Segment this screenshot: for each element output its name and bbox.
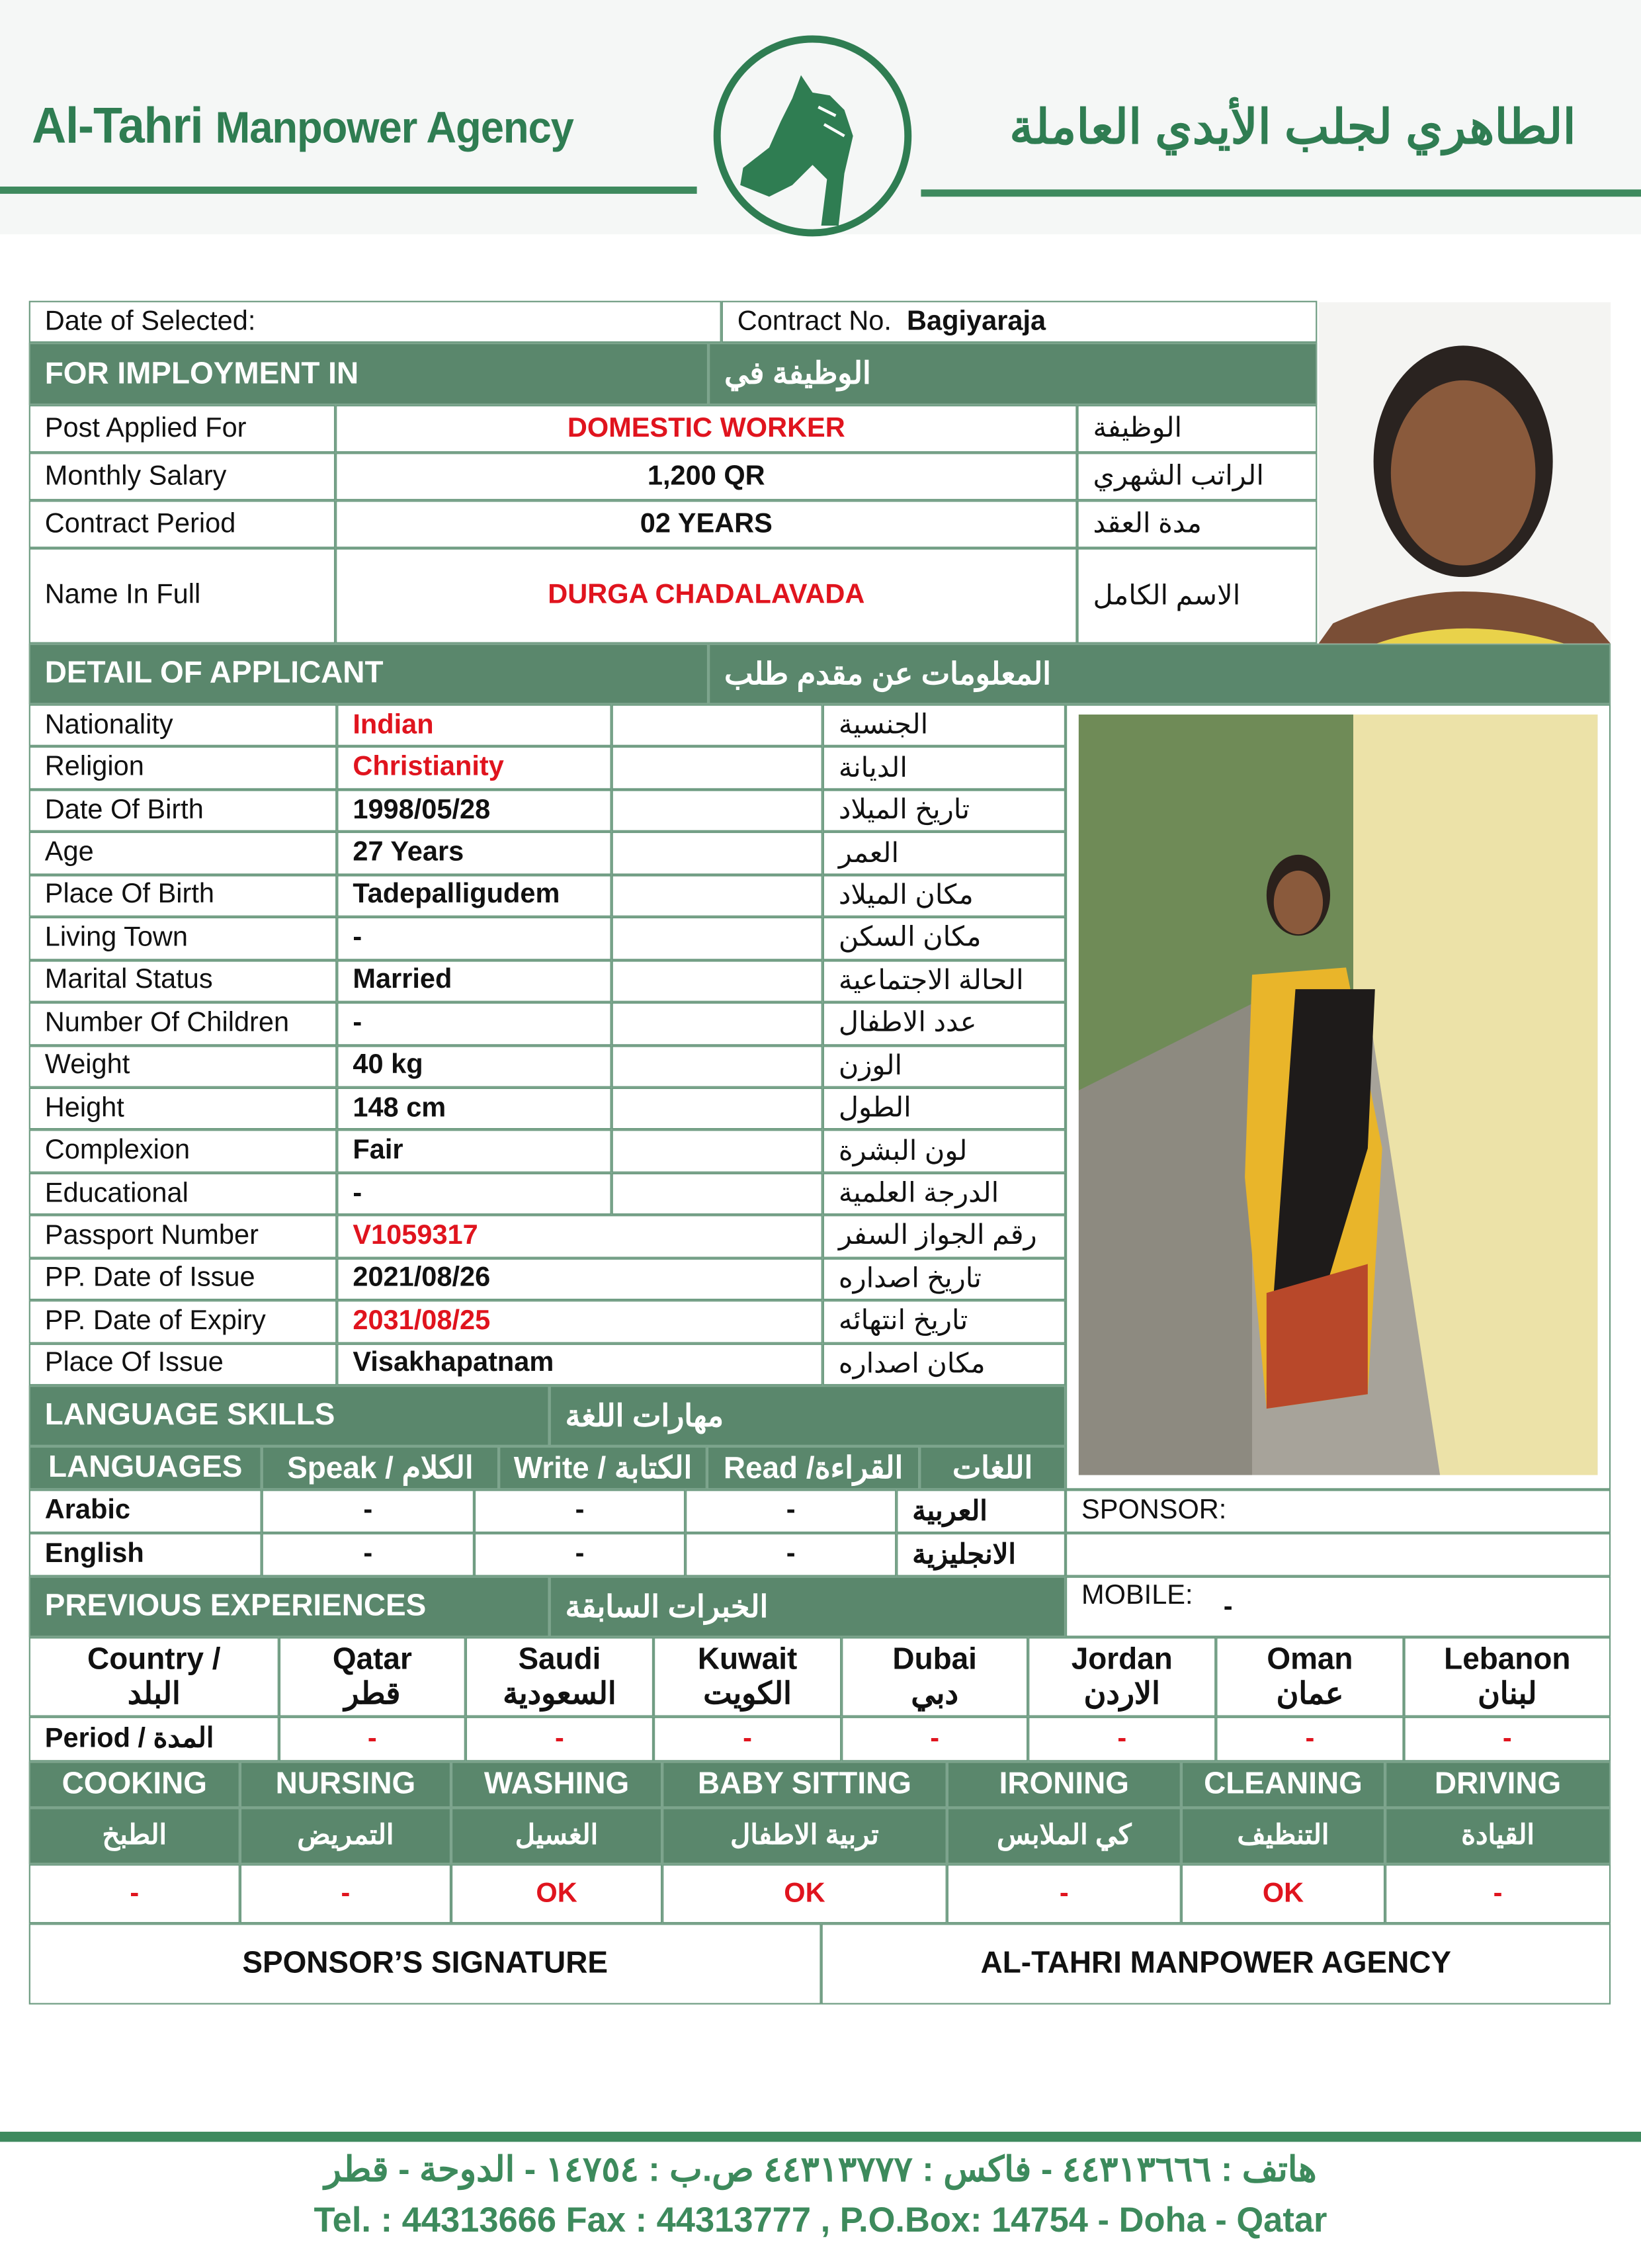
- detail-value: 27 Years: [337, 832, 611, 875]
- employment-value: DOMESTIC WORKER: [335, 405, 1077, 453]
- header-rule-left: [0, 187, 697, 194]
- detail-label-ar: الطول: [823, 1088, 1066, 1130]
- header-rule-right: [921, 189, 1641, 196]
- language-speak-cell: -: [262, 1533, 474, 1577]
- language-name-cell: Arabic: [29, 1489, 262, 1533]
- footer-rule: [0, 2132, 1641, 2142]
- detail-value: Married: [337, 960, 611, 1002]
- detail-label-ar: الجنسية: [823, 705, 1066, 747]
- detail-blank-cell: [612, 832, 823, 875]
- mobile-field: [1066, 1577, 1611, 1637]
- detail-blank-cell: [612, 1002, 823, 1045]
- detail-value: Fair: [337, 1130, 611, 1172]
- detail-value: -: [337, 1002, 611, 1045]
- skill-header-ar: التمريض: [240, 1808, 451, 1864]
- skill-header-ar: التنظيف: [1181, 1808, 1385, 1864]
- contract-value: Bagiyaraja: [907, 306, 1046, 337]
- country-column: [1028, 1637, 1216, 1716]
- detail-label: Weight: [29, 1045, 337, 1087]
- label-en: Jordan: [1071, 1643, 1173, 1677]
- detail-label: Age: [29, 832, 337, 875]
- detail-label-ar: العمر: [823, 832, 1066, 875]
- employment-section-header-ar: الوظيفة في: [708, 343, 1317, 405]
- language-read-cell: -: [685, 1489, 896, 1533]
- contract-label: Contract No.: [737, 306, 892, 337]
- skill-header-ar: الطبخ: [29, 1808, 240, 1864]
- period-value: -: [1028, 1717, 1216, 1762]
- label-ar: البلد: [127, 1677, 181, 1710]
- detail-blank-cell: [612, 875, 823, 917]
- detail-blank-cell: [612, 1130, 823, 1172]
- employment-label: Post Applied For: [29, 405, 335, 453]
- detail-label: Educational: [29, 1172, 337, 1215]
- portrait-image: [1319, 302, 1611, 644]
- skill-header: BABY SITTING: [662, 1761, 947, 1808]
- experience-section-header: PREVIOUS EXPERIENCES: [29, 1577, 550, 1637]
- mobile-label: MOBILE:: [1081, 1581, 1193, 1612]
- full-body-image: [1079, 715, 1598, 1475]
- period-value: -: [466, 1717, 653, 1762]
- agency-signature-box: AL-TAHRI MANPOWER AGENCY: [821, 1923, 1611, 2004]
- country-column: [1404, 1637, 1611, 1716]
- period-value: -: [279, 1717, 466, 1762]
- skill-header-ar: القيادة: [1385, 1808, 1611, 1864]
- language-column-header: Read /القراءة: [707, 1446, 919, 1490]
- detail-label-ar: عدد الاطفال: [823, 1002, 1066, 1045]
- skill-header-ar: الغسيل: [451, 1808, 662, 1864]
- applicant-portrait-photo: [1319, 302, 1611, 644]
- detail-blank-cell: [612, 1045, 823, 1087]
- label-ar: عمان: [1276, 1677, 1344, 1710]
- country-column: [653, 1637, 841, 1716]
- label-en: Dubai: [892, 1643, 977, 1677]
- language-column-header: LANGUAGES: [29, 1446, 262, 1490]
- employment-value: DURGA CHADALAVADA: [335, 548, 1077, 643]
- sponsor-field: SPONSOR:: [1066, 1489, 1611, 1533]
- label-ar: لبنان: [1478, 1677, 1537, 1710]
- period-label: Period / المدة: [29, 1717, 279, 1762]
- horse-logo-icon: [711, 34, 913, 237]
- detail-blank-cell: [612, 1172, 823, 1215]
- language-speak-cell: -: [262, 1489, 474, 1533]
- label-ar: الاردن: [1083, 1677, 1160, 1710]
- detail-label-ar: مكان السكن: [823, 917, 1066, 959]
- label-en: Saudi: [518, 1643, 601, 1677]
- country-header: [29, 1637, 279, 1716]
- language-write-cell: -: [474, 1489, 685, 1533]
- label-ar: قطر: [344, 1677, 401, 1710]
- employment-label-ar: الوظيفة: [1077, 405, 1317, 453]
- label-en: Country /: [87, 1643, 221, 1677]
- period-value: -: [841, 1717, 1028, 1762]
- agency-name-en: [32, 97, 573, 155]
- skill-value: -: [29, 1864, 240, 1924]
- label-ar: السعودية: [503, 1677, 616, 1710]
- label-en: Qatar: [332, 1643, 412, 1677]
- skill-header: DRIVING: [1385, 1761, 1611, 1808]
- country-column: [841, 1637, 1028, 1716]
- skill-value: -: [947, 1864, 1181, 1924]
- detail-label: Place Of Issue: [29, 1343, 337, 1385]
- skill-header: IRONING: [947, 1761, 1181, 1808]
- mobile-value: -: [1223, 1592, 1233, 1623]
- detail-blank-cell: [612, 705, 823, 747]
- language-column-header: Write / الكتابة: [499, 1446, 707, 1490]
- detail-section-header-ar: المعلومات عن مقدم طلب: [708, 644, 1611, 705]
- footer-contact-ar: هاتف : ٤٤٣١٣٦٦٦ - فاكس : ٤٤٣١٣٧٧٧ ص.ب : ١٤٧٥٤ - الدوحة - قطر: [324, 2150, 1317, 2190]
- skill-value: OK: [662, 1864, 947, 1924]
- date-selected-field: Date of Selected:: [29, 301, 722, 343]
- detail-value: Christianity: [337, 747, 611, 789]
- detail-value: Visakhapatnam: [337, 1343, 822, 1385]
- country-column: [466, 1637, 653, 1716]
- country-column: [1216, 1637, 1404, 1716]
- period-value: -: [1216, 1717, 1404, 1762]
- detail-label: PP. Date of Expiry: [29, 1300, 337, 1342]
- detail-value: Tadepalligudem: [337, 875, 611, 917]
- label-ar: الكويت: [703, 1677, 792, 1710]
- employment-value: 02 YEARS: [335, 500, 1077, 548]
- language-ar-cell: العربية: [896, 1489, 1066, 1533]
- skill-header: CLEANING: [1181, 1761, 1385, 1808]
- detail-label: Passport Number: [29, 1215, 337, 1258]
- language-name-cell: English: [29, 1533, 262, 1577]
- language-column-header: Speak / الكلام: [262, 1446, 499, 1490]
- detail-value: 1998/05/28: [337, 789, 611, 832]
- country-column: [279, 1637, 466, 1716]
- detail-label-ar: مكان اصداره: [823, 1343, 1066, 1385]
- logo-word: Al-Tahri: [32, 97, 203, 153]
- skill-header: WASHING: [451, 1761, 662, 1808]
- skill-header-ar: تربية الاطفال: [662, 1808, 947, 1864]
- detail-label-ar: لون البشرة: [823, 1130, 1066, 1172]
- detail-value: -: [337, 917, 611, 959]
- detail-value: 40 kg: [337, 1045, 611, 1087]
- detail-label: Height: [29, 1088, 337, 1130]
- label-en: Lebanon: [1444, 1643, 1571, 1677]
- detail-value: V1059317: [337, 1215, 822, 1258]
- sponsor-blank-row: [1066, 1533, 1611, 1577]
- skill-header-ar: كي الملابس: [947, 1808, 1181, 1864]
- skill-header: COOKING: [29, 1761, 240, 1808]
- language-section-header-ar: مهارات اللغة: [550, 1385, 1066, 1446]
- detail-blank-cell: [612, 917, 823, 959]
- language-write-cell: -: [474, 1533, 685, 1577]
- label-en: Kuwait: [697, 1643, 798, 1677]
- employment-label: Name In Full: [29, 548, 335, 643]
- detail-label-ar: تاريخ الميلاد: [823, 789, 1066, 832]
- label-ar: دبي: [911, 1677, 958, 1710]
- detail-label: Place Of Birth: [29, 875, 337, 917]
- detail-label: Religion: [29, 747, 337, 789]
- contract-number-field: [722, 301, 1318, 343]
- employment-label-ar: مدة العقد: [1077, 500, 1317, 548]
- detail-value: 148 cm: [337, 1088, 611, 1130]
- sponsor-signature-box: SPONSOR’S SIGNATURE: [29, 1923, 821, 2004]
- detail-label-ar: مكان الميلاد: [823, 875, 1066, 917]
- footer-contact-en: Tel. : 44313666 Fax : 44313777 , P.O.Box: 14754 - Doha - Qatar: [314, 2201, 1327, 2240]
- skill-value: OK: [1181, 1864, 1385, 1924]
- employment-value: 1,200 QR: [335, 453, 1077, 500]
- period-value: -: [1404, 1717, 1611, 1762]
- experience-section-header-ar: الخبرات السابقة: [550, 1577, 1066, 1637]
- employment-label: Monthly Salary: [29, 453, 335, 500]
- employment-label-ar: الاسم الكامل: [1077, 548, 1317, 643]
- detail-value: Indian: [337, 705, 611, 747]
- detail-label-ar: رقم الجواز السفر: [823, 1215, 1066, 1258]
- applicant-full-photo: [1079, 715, 1598, 1475]
- detail-label-ar: الديانة: [823, 747, 1066, 789]
- detail-blank-cell: [612, 747, 823, 789]
- detail-label: Nationality: [29, 705, 337, 747]
- detail-label: Number Of Children: [29, 1002, 337, 1045]
- detail-label-ar: تاريخ اصداره: [823, 1258, 1066, 1300]
- detail-value: 2031/08/25: [337, 1300, 822, 1342]
- detail-blank-cell: [612, 960, 823, 1002]
- language-section-header: LANGUAGE SKILLS: [29, 1385, 550, 1446]
- logo-word: Manpower Agency: [215, 105, 573, 153]
- detail-label: Complexion: [29, 1130, 337, 1172]
- employment-label: Contract Period: [29, 500, 335, 548]
- detail-value: -: [337, 1172, 611, 1215]
- detail-label-ar: الحالة الاجتماعية: [823, 960, 1066, 1002]
- detail-label: PP. Date of Issue: [29, 1258, 337, 1300]
- skill-value: -: [1385, 1864, 1611, 1924]
- detail-section-header: DETAIL OF APPLICANT: [29, 644, 708, 705]
- detail-blank-cell: [612, 789, 823, 832]
- employment-label-ar: الراتب الشهري: [1077, 453, 1317, 500]
- detail-label-ar: الوزن: [823, 1045, 1066, 1087]
- detail-label: Marital Status: [29, 960, 337, 1002]
- language-ar-cell: الانجليزية: [896, 1533, 1066, 1577]
- language-read-cell: -: [685, 1533, 896, 1577]
- label-en: Oman: [1267, 1643, 1353, 1677]
- language-column-header: اللغات: [919, 1446, 1066, 1490]
- employment-section-header: FOR IMPLOYMENT IN: [29, 343, 708, 405]
- detail-label: Living Town: [29, 917, 337, 959]
- skill-header: NURSING: [240, 1761, 451, 1808]
- period-value: -: [653, 1717, 841, 1762]
- detail-label-ar: تاريخ انتهائه: [823, 1300, 1066, 1342]
- detail-value: 2021/08/26: [337, 1258, 822, 1300]
- skill-value: -: [240, 1864, 451, 1924]
- agency-name-ar: الطاهري لجلب الأيدي العاملة: [1009, 99, 1576, 153]
- detail-label: Date Of Birth: [29, 789, 337, 832]
- detail-label-ar: الدرجة العلمية: [823, 1172, 1066, 1215]
- skill-value: OK: [451, 1864, 662, 1924]
- detail-blank-cell: [612, 1088, 823, 1130]
